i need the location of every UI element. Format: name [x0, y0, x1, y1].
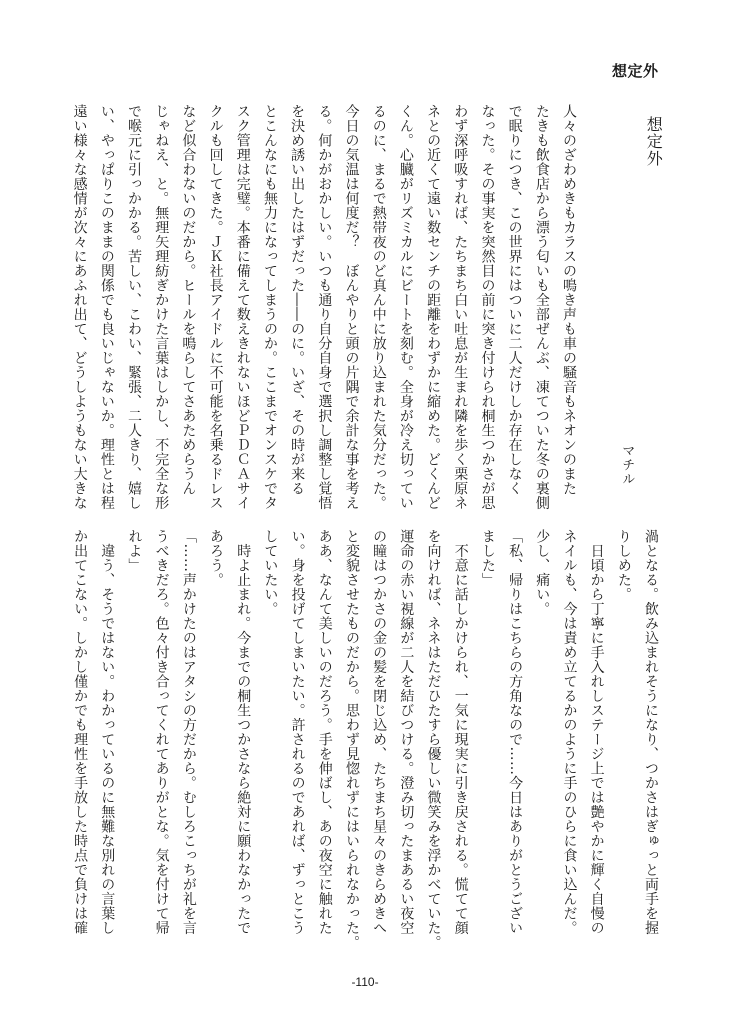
text-column: るのに、まるで熱帯夜のど真ん中に放り込まれた気分だった。: [370, 104, 387, 510]
text-column: の瞳はつかさの金の髪を閉じ込め、たちまち星々のきらめきへ: [371, 529, 388, 935]
text-column: 日頃から丁寧に手入れしステージ上では艶やかに輝く自慢の: [588, 529, 605, 935]
text-column: と変貌させたものだから。思わず見惚れずにはいられなかった。: [343, 529, 360, 950]
text-column: クルも回してきた。ＪＫ社長アイドルに不可能を名乗るドレス: [207, 104, 224, 510]
text-column: 少し、痛い。: [534, 529, 551, 616]
text-column: を決め誘い出したはずだった――のに。いざ、その時が来る: [289, 104, 306, 496]
text-column: りしめた。: [615, 529, 632, 602]
text-column: ネとの近くて遠い数センチの距離をわずかに縮めた。どくんど: [425, 104, 442, 510]
text-column: る。何かがおかしい。いつも通り自分自身で選択し調整し覚悟: [316, 104, 333, 510]
text-column: スク管理は完璧。本番に備えて数えきれないほどＰＤＣＡサイ: [234, 104, 251, 510]
text-column: していたい。: [262, 529, 279, 616]
text-column: で喉元に引っかかる。苦しい、こわい、緊張、二人きり、嬉し: [126, 104, 142, 510]
upper-text-block: [65, 104, 582, 510]
text-column: か出てこない。しかし僅かでも理性を手放した時点で負けは確: [72, 529, 89, 935]
text-column: 違う、そうではない。わかっているのに無難な別れの言葉し: [99, 529, 116, 935]
text-column: あろう。: [208, 529, 224, 587]
text-column: 人々のざわめきもカラスの鳴き声も車の騒音もネオンのまた: [561, 104, 577, 496]
text-column: とこんなにも無力になってしまうのか。ここまでオンスケでタ: [261, 104, 278, 510]
text-column: 「……声かけたのはアタシの方だから。むしろこっちが礼を言: [180, 529, 197, 935]
text-column: 不意に話しかけられ、一気に現実に引き戻される。慌てて顔: [452, 529, 469, 935]
text-column: い。身を投げてしまいたい。許されるのであれば、ずっとこう: [289, 529, 306, 935]
text-column: い、やっぱりこのままの関係でも良いじゃないか。理性とは程: [98, 104, 115, 510]
text-column: れよ」: [126, 529, 143, 573]
text-column: ああ、なんて美しいのだろう。手を伸ばし、あの夜空に触れた: [316, 529, 333, 935]
text-column: くん。心臓がリズミカルにビートを刻む。全身が冷え切ってい: [397, 104, 414, 510]
text-column: 「私、帰りはこちらの方角なので……今日はありがとうござい: [507, 529, 524, 935]
text-column: ネイルも、今は責め立てるかのように手のひらに食い込んだ。: [561, 529, 578, 935]
text-column: 渦となる。飲み込まれそうになり、つかさはぎゅっと両手を握: [643, 529, 659, 935]
text-column: なった。その事実を突然目の前に突き付けられ桐生つかさが思: [479, 104, 496, 510]
story-title: 想定外: [644, 116, 664, 167]
text-column: 時よ止まれ。今までの桐生つかさなら絶対に願わなかったで: [235, 529, 252, 935]
text-column: うべきだろ。色々付き合ってくれてありがとな。気を付けて帰: [153, 529, 170, 935]
text-column: たきも飲食店から漂う匂いも全部ぜんぶ、凍てついた冬の裏側: [533, 104, 550, 510]
page-number: -110-: [351, 975, 379, 989]
text-column: など似合わないのだから。ヒールを鳴らしてさあためらうん: [180, 104, 197, 496]
text-column: 今日の気温は何度だ？ ぼんやりと頭の片隅で余計な事を考え: [343, 104, 360, 510]
text-column: で眠りにつき、この世界にはついに二人だけしか存在しなく: [506, 104, 523, 496]
text-column: わず深呼吸すれば、たちまち白い吐息が生まれ隣を歩く栗原ネ: [452, 104, 469, 510]
text-column: 運命の赤い視線が二人を結びつける。澄み切ったまあるい夜空: [398, 529, 415, 935]
running-title: 想定外: [612, 62, 659, 80]
text-column: を向ければ、ネネはただひたすら優しい微笑みを浮かべていた。: [425, 529, 442, 950]
story-author: マチル: [619, 444, 635, 486]
lower-text-block: [66, 529, 664, 950]
text-column: ました」: [479, 529, 496, 587]
text-column: 遠い様々な感情が次々にあふれ出て、どうしようもない大きな: [71, 104, 88, 510]
text-column: じゃねえ、と。無理矢理紡ぎかけた言葉はしかし、不完全な形: [153, 104, 170, 510]
